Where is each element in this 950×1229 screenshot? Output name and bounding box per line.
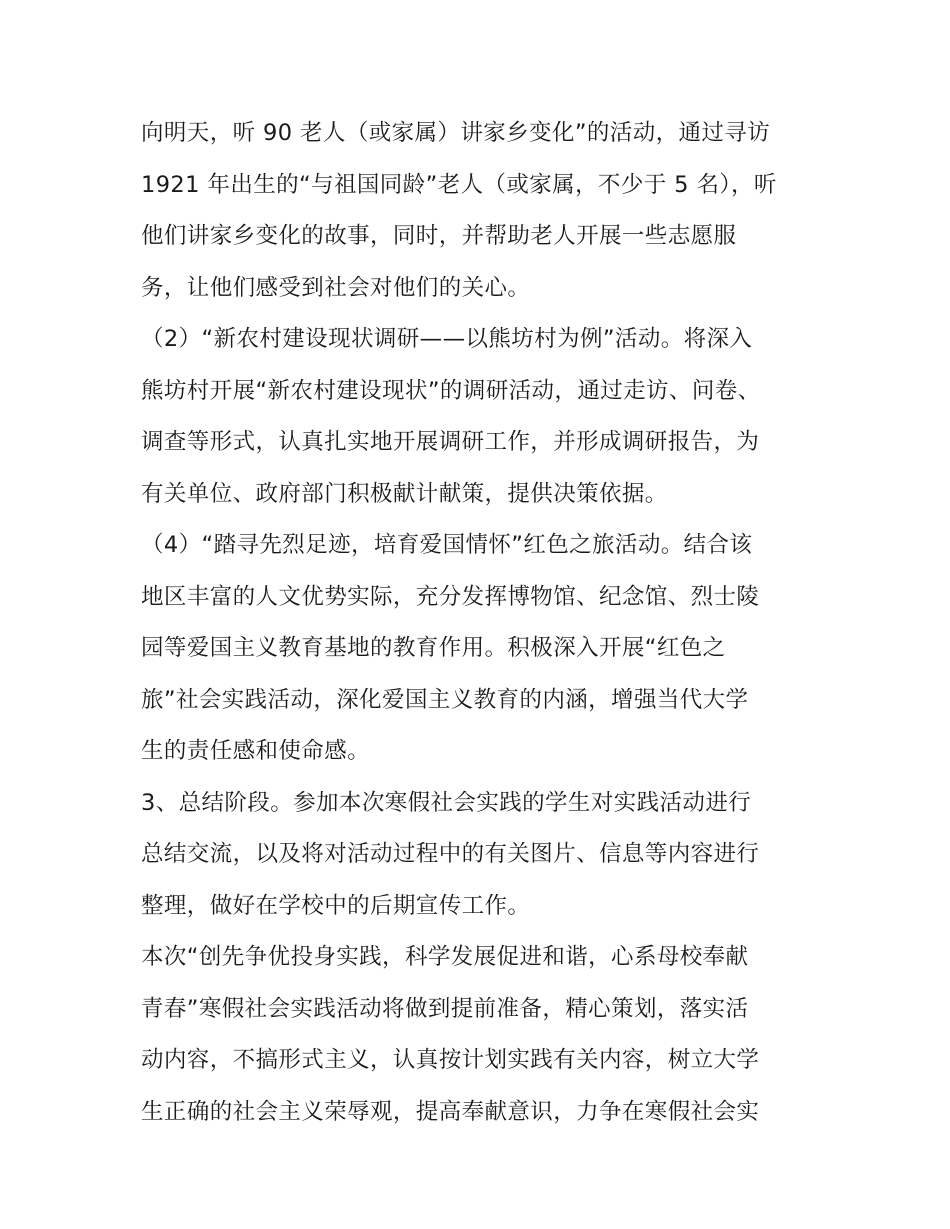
text-line: 园等爱国主义教育基地的教育作用。积极深入开展“红色之 xyxy=(141,635,726,661)
text-line: 生正确的社会主义荣辱观，提高奉献意识，力争在寒假社会实 xyxy=(141,1098,760,1125)
text-line: 3、总结阶段。参加本次寒假社会实践的学生对实践活动进行 xyxy=(141,789,752,816)
text-line: 总结交流，以及将对活动过程中的有关图片、信息等内容进行 xyxy=(141,841,760,867)
text-line: 地区丰富的人文优势实际，充分发挥博物馆、纪念馆、烈士陵 xyxy=(141,583,760,610)
text-line: 熊坊村开展“新农村建设现状”的调研活动，通过走访、问卷、 xyxy=(141,377,761,404)
text-line: 旅”社会实践活动，深化爱国主义教育的内涵，增强当代大学 xyxy=(141,686,749,713)
text-line: 生的责任感和使命感。 xyxy=(141,738,371,764)
text-line: 整理，做好在学校中的后期宣传工作。 xyxy=(141,892,531,919)
text-line: 有关单位、政府部门积极献计献策，提供决策依据。 xyxy=(141,480,668,507)
text-line: 向明天，听 90 老人（或家属）讲家乡变化”的活动，通过寻访 xyxy=(141,120,771,146)
text-line: （4）“踏寻先烈足迹，培育爱国情怀”红色之旅活动。结合该 xyxy=(141,532,753,558)
text-line: 他们讲家乡变化的故事，同时，并帮助老人开展一些志愿服 xyxy=(141,223,737,249)
text-line: 青春”寒假社会实践活动将做到提前准备，精心策划，落实活 xyxy=(141,995,749,1022)
text-line: 1921 年出生的“与祖国同龄”老人（或家属，不少于 5 名），听 xyxy=(141,171,777,198)
text-line: 动内容，不搞形式主义，认真按计划实践有关内容，树立大学 xyxy=(141,1047,760,1073)
text-line: 本次“创先争优投身实践，科学发展促进和谐，心系母校奉献 xyxy=(141,944,749,970)
text-line: （2）“新农村建设现状调研——以熊坊村为例”活动。将深入 xyxy=(141,326,753,352)
text-line: 调查等形式，认真扎实地开展调研工作，并形成调研报告，为 xyxy=(141,429,760,455)
body-text xyxy=(141,108,831,1138)
text-line: 务，让他们感受到社会对他们的关心。 xyxy=(141,274,531,301)
